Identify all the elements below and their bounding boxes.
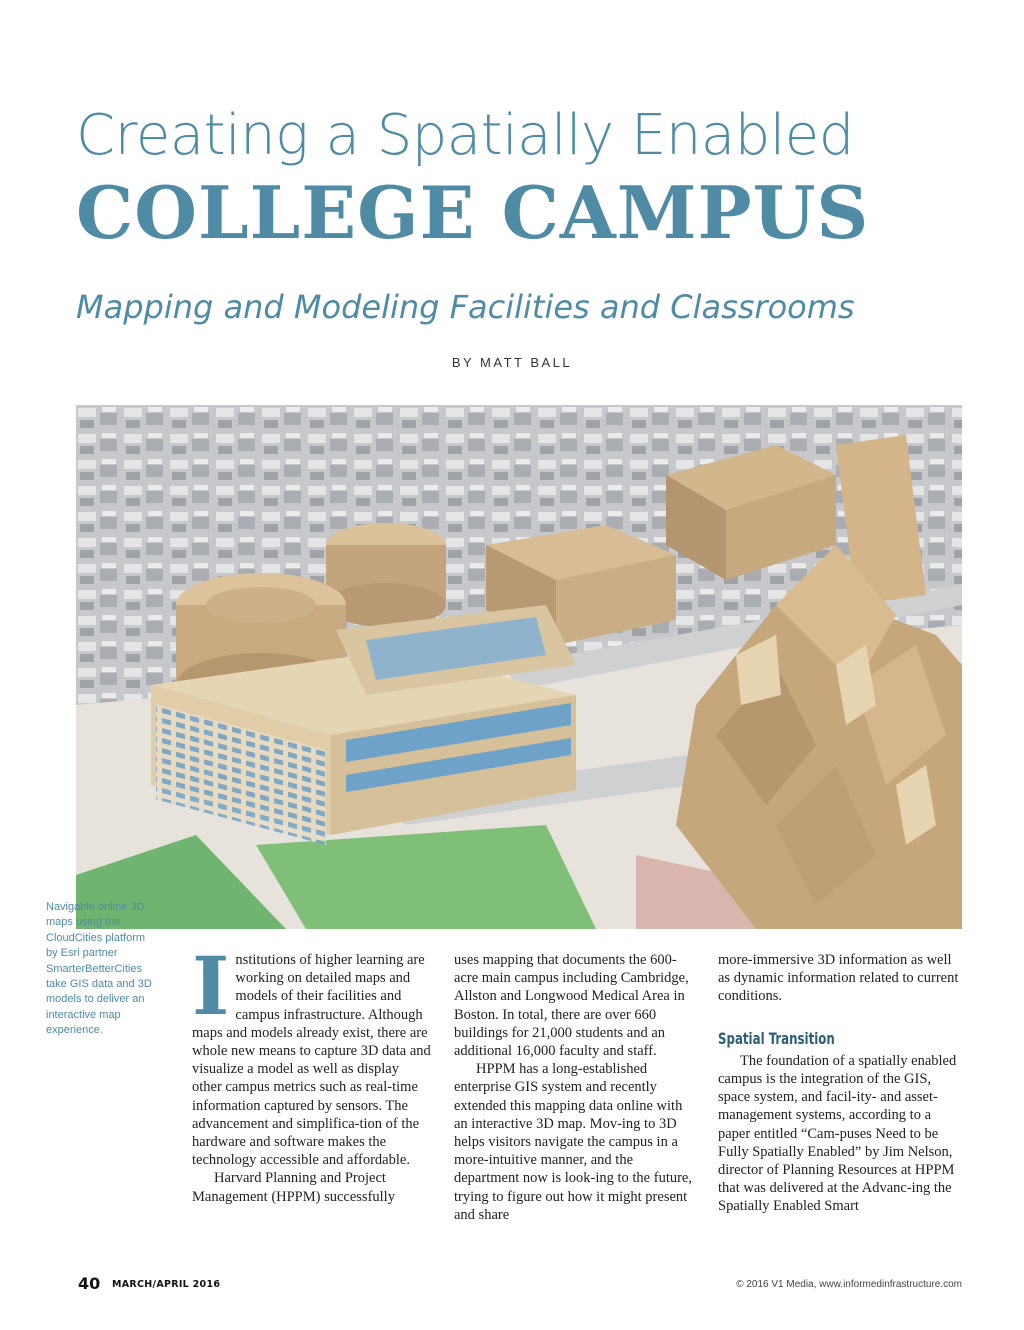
- campus-3d-map-image: [76, 405, 962, 929]
- paragraph: uses mapping that documents the 600-acre main campus including Cambridge, Allston and Longwood Medical Area in Boston. In total, there are over 660 buildings for 21,000 students and an additional 16,000 faculty and staff.: [454, 952, 689, 1060]
- body-column-2: [454, 951, 698, 1224]
- copyright: © 2016 V1 Media, www.informedinfrastructure.com: [736, 1279, 962, 1290]
- body-column-1: [192, 939, 432, 1206]
- title-line-2: COLLEGE CAMPUS: [76, 170, 870, 255]
- paragraph: The foundation of a spatially enabled campus is the integration of the GIS, space system, and facil-ity- and asset-management systems, according to a paper entitled “Cam-puses Need to be Fully Spatially Enabled” by Jim Nelson, director of Planning Resources at HPPM that was delivered at the Advanc-ing the Spatially Enabled Smart: [718, 1052, 957, 1215]
- paragraph: more-immersive 3D information as well as dynamic information related to current conditions.: [718, 952, 959, 1005]
- paragraph: HPPM has a long-established enterprise GIS system and recently extended this mapping data online with an interactive 3D map. Mov-ing to 3D helps visitors navigate the campus in a more-intuitive manner, and the department now is look-ing to the future, trying to figure out how it might present and share: [454, 1061, 692, 1223]
- paragraph: Harvard Planning and Project Management (HPPM) successfully: [192, 1170, 395, 1205]
- drop-cap: I: [192, 939, 230, 1033]
- section-heading: Spatial Transition: [718, 1028, 835, 1048]
- page-number: 40: [78, 1274, 101, 1293]
- issue-date: MARCH/APRIL 2016: [112, 1279, 221, 1290]
- title-line-1: Creating a Spatially Enabled: [76, 103, 854, 168]
- paragraph: nstitutions of higher learning are working on detailed maps and models of their facilities and campus infrastructure. Although maps and models already exist, there are whole new means to capture 3D data and visualize a model as well as display other campus metrics such as real-time information captured by sensors. The advancement and simplifica-tion of the hardware and software makes the technology accessible and affordable.: [192, 952, 431, 1169]
- byline: BY MATT BALL: [451, 355, 573, 370]
- image-caption: Navigable online 3D maps using the CloudCities platform by Esri partner SmarterBetterCities take GIS data and 3D models to deliver an interactive map experience.: [46, 901, 152, 1037]
- subtitle: Mapping and Modeling Facilities and Classrooms: [76, 288, 855, 326]
- body-column-3: [718, 951, 964, 1216]
